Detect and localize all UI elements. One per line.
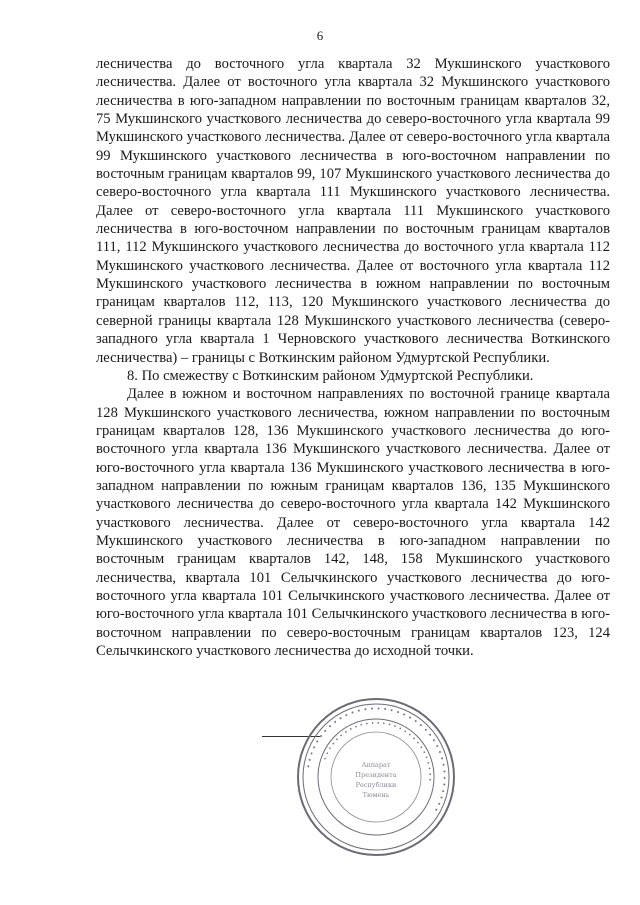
svg-text:• • • • • • • • • • • • • • •: • • • • • • • • • • • • • • • • • • • • • • • • • • • • • • • • • • • • • xyxy=(304,704,449,814)
section-heading-8: 8. По смежеству с Воткинским районом Удмуртской Республики. xyxy=(127,367,534,384)
svg-text:Тюмень: Тюмень xyxy=(362,791,390,799)
paragraph-boundary-description: Далее в южном и восточном направлениях по восточной границе квартала 128 Мукшинского участкового лесничества, южном направлении по восточным границам кварталов 128, 136 Мукшинского участкового лесничества до юго-восточного угла квартала 136 Мукшинского участкового лесничества. Далее от юго-восточного угла квартала 136 Мукшинского участкового лесничества в юго-западном направлении по южным границам кварталов 136, 135 Мукшинского участкового лесничества до северо-восточного угла квартала 142 Мукшинского участкового лесничества. Далее от северо-восточного угла квартала 142 Мукшинского участкового лесничества в юго-западном направлении по восточным границам кварталов 142, 148, 158 Мукшинского участкового лесничества, квартала 101 Селычкинского участкового лесничества до юго-восточного угла квартала 101 Селычкинского участкового лесничества. Далее от юго-восточного угла квартала 101 Селычкинского участкового лесничества в юго-восточном направлении по северо-восточным границам кварталов 123, 124 Селычкинского участкового лесничества до исходной точки. xyxy=(96,386,610,659)
svg-text:Республики: Республики xyxy=(355,781,397,789)
document-body xyxy=(96,55,610,660)
paragraph-continuation: лесничества до восточного угла квартала 32 Мукшинского участкового лесничества. Далее от восточного угла квартала 32 Мукшинского участкового лесничества в юго-западном направлении по восточным границам кварталов 32, 75 Мукшинского участкового лесничества до северо-восточного угла квартала 99 Мукшинского участкового лесничества. Далее от северо-восточного угла квартала 99 Мукшинского участкового лесничества в юго-восточном направлении по восточным границам кварталов 99, 107 Мукшинского участкового лесничества до северо-восточного угла квартала 111 Мукшинского участкового лесничества. Далее от северо-восточного угла квартала 111 Мукшинского участкового лесничества в юго-восточном направлении по восточным границам кварталов 111, 112 Мукшинского участкового лесничества до восточного угла квартала 112 Мукшинского участкового лесничества. Далее от восточного угла квартала 112 Мукшинского участкового лесничества в южном направлении по восточным границам кварталов 112, 113, 120 Мукшинского участкового лесничества до северной границы квартала 128 Мукшинского участкового лесничества (северо-западного угла квартала 1 Черновского участкового лесничества Воткинского лесничества) – границы с Воткинским районом Удмуртской Республики. xyxy=(96,56,610,366)
svg-text:Президента: Президента xyxy=(355,771,397,779)
svg-text:Аппарат: Аппарат xyxy=(361,761,391,769)
page-number: 6 xyxy=(316,28,324,43)
official-seal xyxy=(294,695,458,859)
svg-text:• • • • • • • • • • • • • • •: • • • • • • • • • • • • • • • • • • • • • • • • • • • • xyxy=(321,719,434,782)
